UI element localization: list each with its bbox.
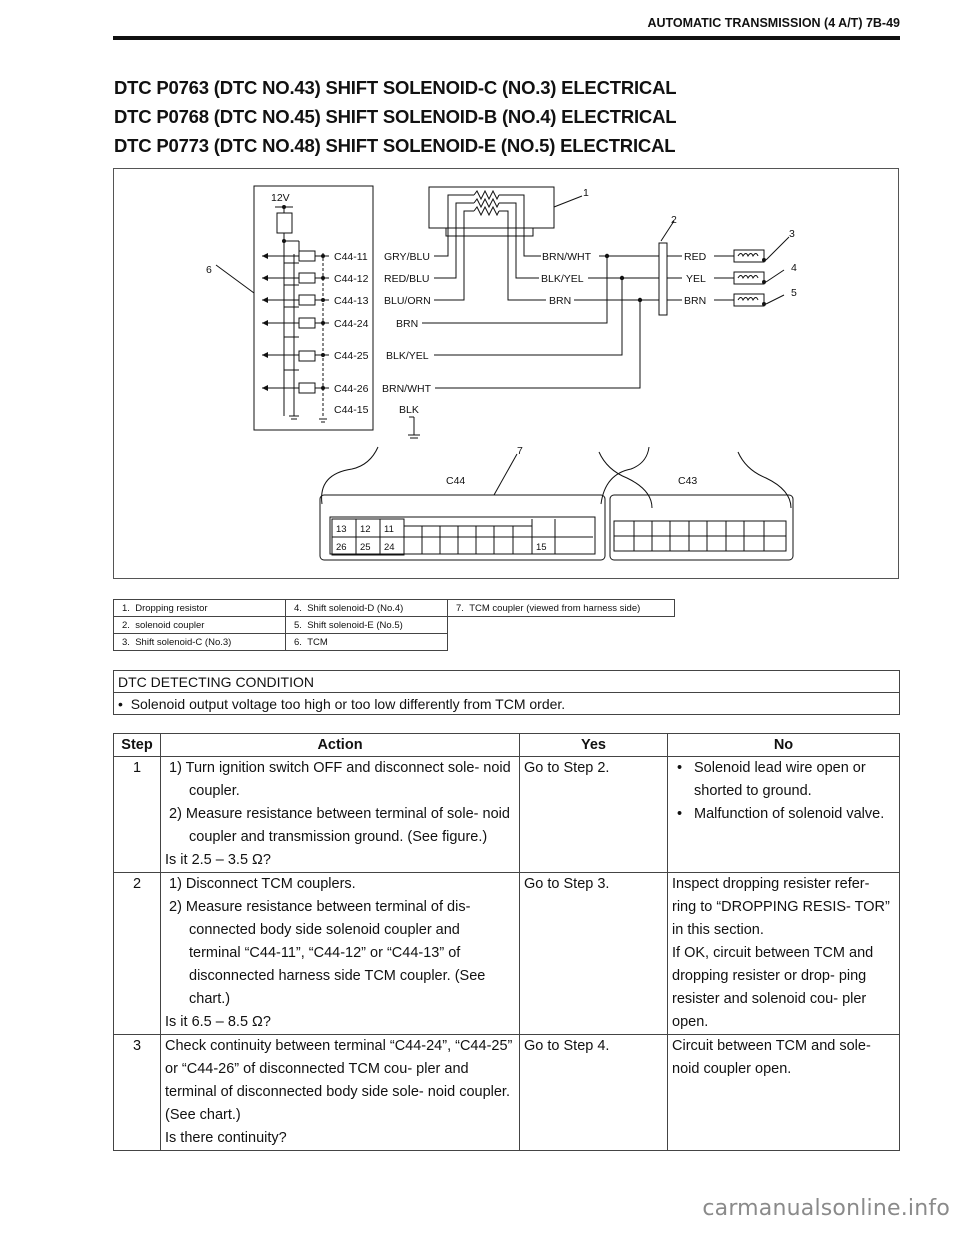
terminal-c44-13: C44-13 [334,295,369,307]
pin-25: 25 [360,542,371,553]
col-step: Step [114,734,161,757]
pin-24: 24 [384,542,395,553]
solenoid-wire-yel: YEL [686,273,706,285]
c43-connector-shell [610,495,793,560]
wire-brn-wht: BRN/WHT [382,383,431,395]
troubleshooting-steps-table [113,733,900,1151]
step-action: Check continuity between terminal “C44-24”, “C44-25” or “C44-26” of disconnected TCM cou- pler and terminal of disconnected body side sole- noid coupler. (See chart.) Is there continuity? [161,1035,520,1151]
dtc-heading-p0768: DTC P0768 (DTC NO.45) SHIFT SOLENOID-B (NO.4) ELECTRICAL [114,106,677,127]
table-row [114,757,900,873]
table-row [114,1035,900,1151]
callout-6-leader [216,265,254,293]
c43-label: C43 [678,475,698,487]
condition-item: • Solenoid output voltage too high or too low differently from TCM order. [114,693,900,715]
relay-icon [277,213,292,233]
wiring-diagram [113,168,899,579]
step-yes: Go to Step 2. [520,757,668,873]
pin-26: 26 [336,542,347,553]
pin-13: 13 [336,524,347,535]
callout-2: 2 [671,214,677,226]
c44-pin-grid [332,519,593,555]
col-no: No [668,734,900,757]
dtc-detecting-condition-table [113,670,900,715]
callout-1: 1 [583,187,589,199]
callout-3: 3 [789,228,795,240]
terminal-c44-12: C44-12 [334,273,369,285]
solenoid-wire-red: RED [684,251,707,263]
terminal-c44-25: C44-25 [334,350,369,362]
dtc-heading-p0773: DTC P0773 (DTC NO.48) SHIFT SOLENOID-E (NO.5) ELECTRICAL [114,135,676,156]
bullet: • [118,695,131,712]
step-no: Inspect dropping resister refer- ring to “DROPPING RESIS- TOR” in this section. If OK, circuit between TCM and dropping resister or drop- ping resister and solenoid cou- pler open. [668,873,900,1035]
callout-7: 7 [517,445,523,457]
table-header-row [114,734,900,757]
step-number: 1 [114,757,161,873]
pin-12: 12 [360,524,371,535]
col-action: Action [161,734,520,757]
legend-item-2: 2. solenoid coupler [114,617,286,634]
step-number: 3 [114,1035,161,1151]
step-action: 1) Disconnect TCM couplers. 2) Measure resistance between terminal of dis- connected body side solenoid coupler and terminal “C44-11”, “C44-12” or “C44-13” of disconnected harness side TCM coupler. (See chart.) Is it 6.5 – 8.5 Ω? [161,873,520,1035]
tcm-driver-rows [262,241,329,393]
legend-item-3: 3. Shift solenoid-C (No.3) [114,634,286,651]
c44-label: C44 [446,475,466,487]
pin-11: 11 [384,524,394,535]
dtc-heading-p0763: DTC P0763 (DTC NO.43) SHIFT SOLENOID-C (NO.3) ELECTRICAL [114,77,677,98]
wire-blu-orn: BLU/ORN [384,295,431,307]
solenoid-wire-brn: BRN [684,295,707,307]
figure-legend [113,599,675,651]
resistor-out-blk-yel: BLK/YEL [541,273,584,285]
solenoid-coupler [659,243,667,315]
legend-item-4: 4. Shift solenoid-D (No.4) [286,600,448,617]
terminal-c44-15: C44-15 [334,404,369,416]
resistor-out-brn-wht: BRN/WHT [542,251,591,263]
watermark: carmanualsonline.info [702,1196,950,1221]
callout-1-leader [554,196,582,207]
terminal-c44-24: C44-24 [334,318,369,330]
page-header-title: AUTOMATIC TRANSMISSION (4 A/T) 7B-49 [647,16,900,30]
wiring-diagram-svg [114,169,900,580]
step-yes: Go to Step 3. [520,873,668,1035]
callout-3-leader [766,237,789,260]
step-yes: Go to Step 4. [520,1035,668,1151]
legend-item-1: 1. Dropping resistor [114,600,286,617]
resistor-out-brn: BRN [549,295,572,307]
legend-row [114,617,675,634]
terminal-c44-11: C44-11 [334,251,368,263]
callout-6: 6 [206,264,212,276]
legend-row [114,600,675,617]
legend-item-5: 5. Shift solenoid-E (No.5) [286,617,448,634]
terminal-c44-26: C44-26 [334,383,369,395]
step-action: 1) Turn ignition switch OFF and disconnect sole- noid coupler. 2) Measure resistance between terminal of sole- noid coupler and transmission ground. (See figure.) Is it 2.5 – 3.5 Ω? [161,757,520,873]
callout-5: 5 [791,287,797,299]
c43-pin-grid [614,521,786,551]
wire-brn: BRN [396,318,419,330]
legend-row [114,634,675,651]
supply-label: 12V [271,192,290,204]
wire-gry-blu: GRY/BLU [384,251,430,263]
callout-7-leader [494,454,517,495]
pin-15: 15 [536,542,547,553]
legend-item-6: 6. TCM [286,634,448,651]
col-yes: Yes [520,734,668,757]
step-number: 2 [114,873,161,1035]
callout-4: 4 [791,262,797,274]
step-no: • Solenoid lead wire open or shorted to ground. • Malfunction of solenoid valve. [668,757,900,873]
wire-blk: BLK [399,404,419,416]
wire-blk-yel: BLK/YEL [386,350,429,362]
step-no: Circuit between TCM and sole- noid coupler open. [668,1035,900,1151]
page-header [113,14,900,40]
legend-item-7: 7. TCM coupler (viewed from harness side) [448,600,675,617]
condition-title: DTC DETECTING CONDITION [114,671,900,693]
table-row [114,873,900,1035]
wire-red-blu: RED/BLU [384,273,430,285]
